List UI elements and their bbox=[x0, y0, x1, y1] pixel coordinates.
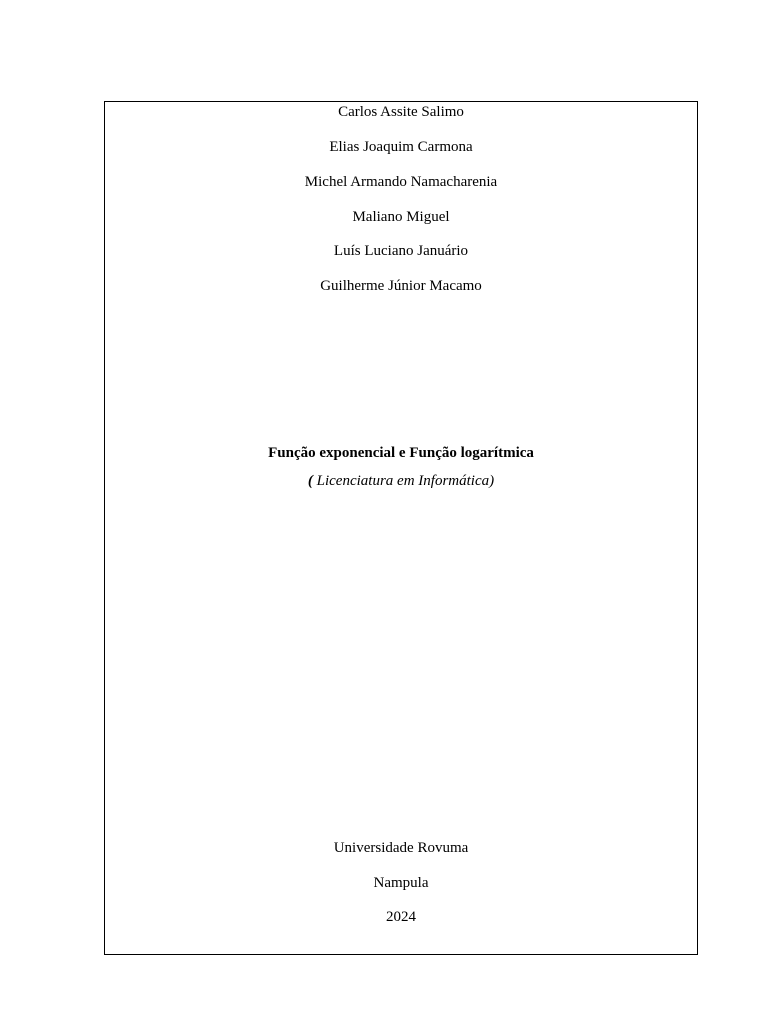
subtitle-text: Licenciatura em Informática) bbox=[312, 473, 495, 489]
publication-year: 2024 bbox=[386, 909, 416, 925]
city-name: Nampula bbox=[373, 875, 429, 891]
author-name-1: Carlos Assite Salimo bbox=[338, 104, 464, 120]
subtitle-open-paren: ( bbox=[307, 473, 313, 489]
document-title: Função exponencial e Função logarítmica bbox=[268, 445, 534, 461]
author-name-5: Luís Luciano Januário bbox=[333, 243, 469, 259]
author-name-3: Michel Armando Namacharenia bbox=[304, 174, 498, 190]
author-name-4: Maliano Miguel bbox=[352, 209, 450, 225]
author-name-2: Elias Joaquim Carmona bbox=[329, 139, 473, 155]
document-subtitle bbox=[105, 472, 697, 490]
author-name-6: Guilherme Júnior Macamo bbox=[320, 278, 482, 294]
institution-name: Universidade Rovuma bbox=[333, 840, 469, 856]
cover-page-frame bbox=[104, 101, 698, 955]
